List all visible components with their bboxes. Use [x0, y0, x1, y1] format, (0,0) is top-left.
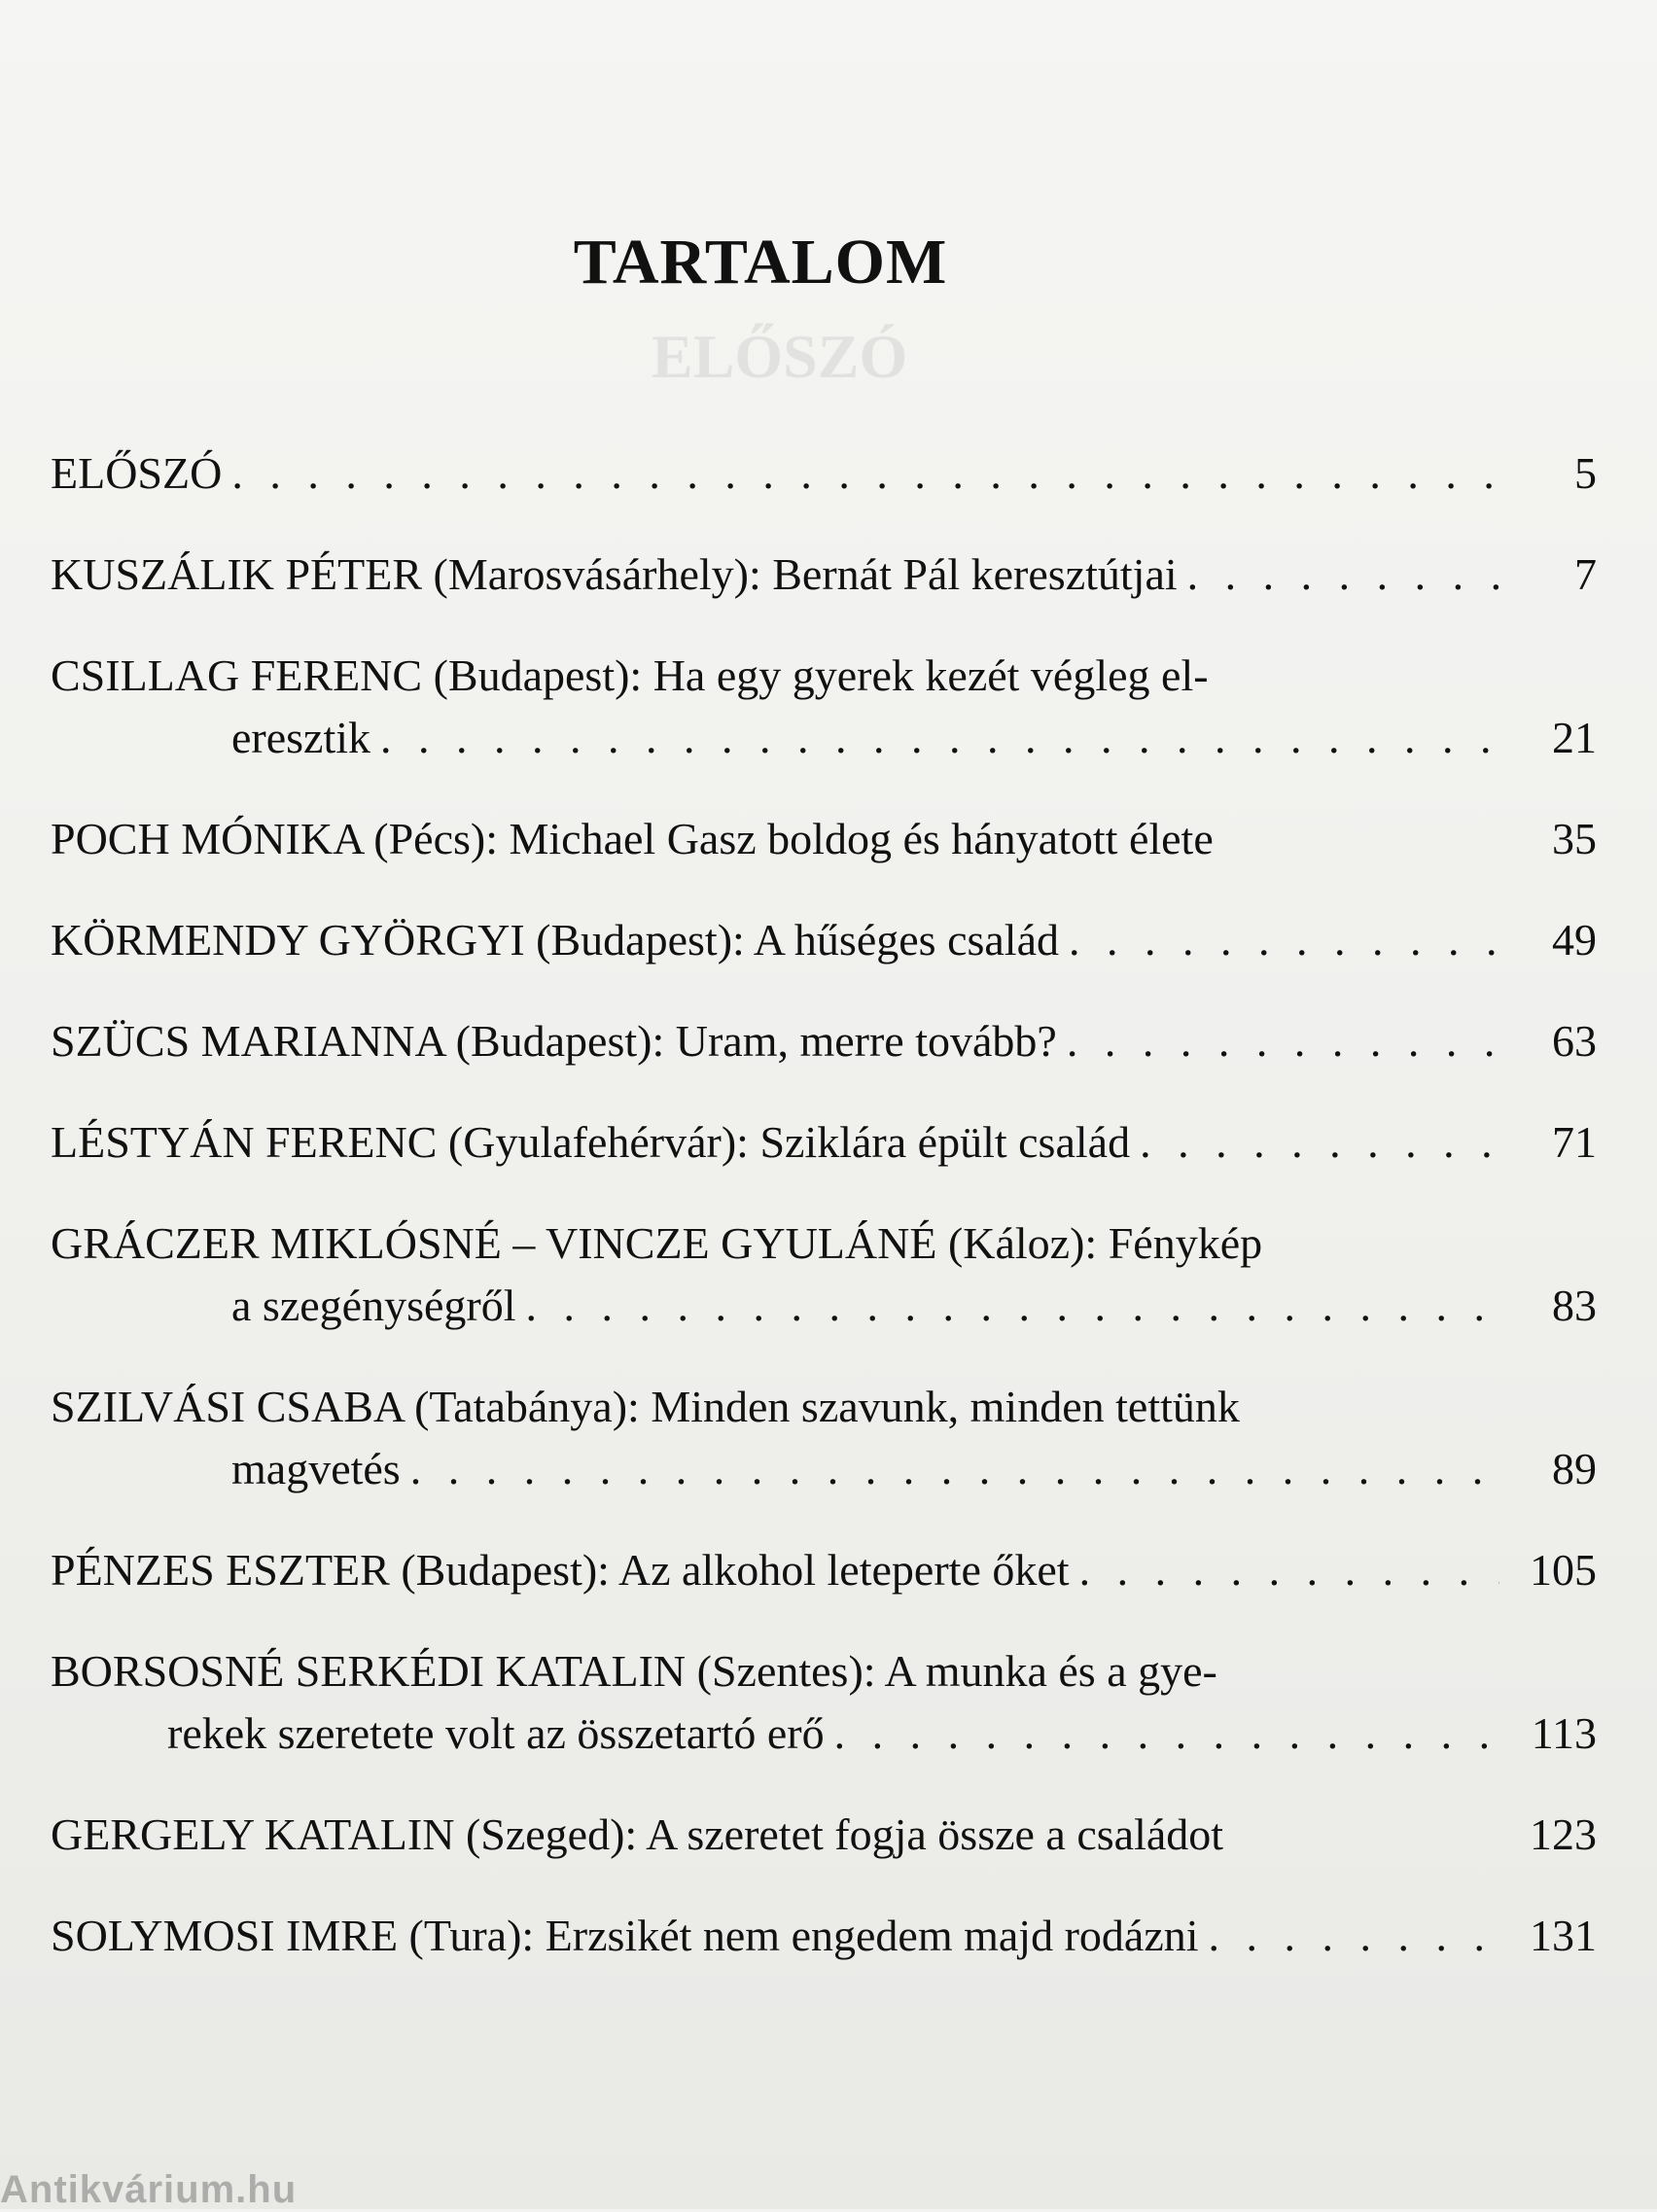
toc-page-number: 71 [1552, 1117, 1597, 1167]
toc-page-number: 113 [1531, 1708, 1597, 1758]
toc-entry-title: GERGELY KATALIN (Szeged): A szeretet fogja össze a családot [51, 1809, 1224, 1859]
toc-entry [51, 1010, 1597, 1072]
toc-entry [51, 1905, 1597, 1967]
toc-page-number: 89 [1552, 1444, 1597, 1493]
toc-entry-title-line1: GRÁCZER MIKLÓSNÉ – VINCZE GYULÁNÉ (Káloz): Fénykép [51, 1218, 1263, 1268]
toc-entry [51, 1212, 1597, 1337]
toc-entry-title-line2: rekek szeretete volt az összetartó erő [167, 1708, 825, 1758]
toc-page-number: 5 [1574, 448, 1597, 498]
toc-entry-title: KÖRMENDY GYÖRGYI (Budapest): A hűséges család [51, 915, 1059, 965]
toc-entry-title: ELŐSZÓ [51, 448, 223, 498]
toc-entry [51, 808, 1597, 870]
toc-entry [51, 645, 1597, 769]
dot-leader [1140, 1111, 1499, 1174]
bleed-through-heading: ELŐSZÓ [652, 322, 908, 391]
toc-page-number: 63 [1552, 1016, 1597, 1066]
toc-entry-title: POCH MÓNIKA (Pécs): Michael Gasz boldog és hányatott élete [51, 814, 1214, 863]
toc-entry-title: LÉSTYÁN FERENC (Gyulafehérvár): Sziklára épült család [51, 1117, 1131, 1167]
page-title: TARTALOM [573, 227, 948, 298]
toc-entry-title: KUSZÁLIK PÉTER (Marosvásárhely): Bernát Pál keresztútjai [51, 549, 1178, 599]
toc-page-number: 35 [1552, 814, 1597, 863]
toc-page-number: 21 [1552, 713, 1597, 762]
dot-leader [1069, 909, 1499, 971]
toc-entry-title-line1: BORSOSNÉ SERKÉDI KATALIN (Szentes): A munka és a gye- [51, 1646, 1217, 1696]
toc-entry [51, 1376, 1597, 1500]
toc-page-number: 49 [1552, 915, 1597, 965]
dot-leader [231, 442, 1499, 505]
dot-leader [1187, 544, 1499, 606]
watermark: Antikvárium.hu [0, 2168, 298, 2211]
toc-entry-title: PÉNZES ESZTER (Budapest): Az alkohol leteperte őket [51, 1545, 1070, 1595]
toc-page-number: 7 [1574, 549, 1597, 599]
table-of-contents [51, 442, 1597, 2006]
toc-entry-title: SOLYMOSI IMRE (Tura): Erzsikét nem engedem majd rodázni [51, 1911, 1199, 1960]
toc-page-number: 83 [1552, 1281, 1597, 1330]
toc-entry [51, 1539, 1597, 1601]
dot-leader [1067, 1010, 1499, 1072]
toc-entry [51, 1640, 1597, 1765]
toc-entry-title-line1: SZILVÁSI CSABA (Tatabánya): Minden szavunk, minden tettünk [51, 1382, 1240, 1431]
toc-page-number: 131 [1530, 1911, 1597, 1960]
dot-leader [380, 707, 1499, 769]
toc-entry-title-line2: a szegénységről [231, 1281, 516, 1330]
dot-leader [1223, 808, 1499, 870]
toc-entry-title-line2: magvetés [231, 1444, 401, 1493]
toc-entry [51, 544, 1597, 606]
dot-leader [1079, 1539, 1499, 1601]
toc-entry-title-line1: CSILLAG FERENC (Budapest): Ha egy gyerek kezét végleg el- [51, 650, 1209, 700]
toc-page-number: 105 [1530, 1545, 1597, 1595]
dot-leader [834, 1703, 1499, 1765]
toc-entry [51, 909, 1597, 971]
dot-leader [410, 1438, 1499, 1500]
toc-entry [51, 442, 1597, 505]
toc-entry-title: SZÜCS MARIANNA (Budapest): Uram, merre tovább? [51, 1016, 1057, 1066]
dot-leader [1209, 1905, 1499, 1967]
toc-entry [51, 1804, 1597, 1866]
toc-entry [51, 1111, 1597, 1174]
toc-page-number: 123 [1530, 1809, 1597, 1859]
toc-entry-title-line2: eresztik [231, 713, 371, 762]
dot-leader [1233, 1804, 1499, 1866]
dot-leader [526, 1275, 1500, 1337]
